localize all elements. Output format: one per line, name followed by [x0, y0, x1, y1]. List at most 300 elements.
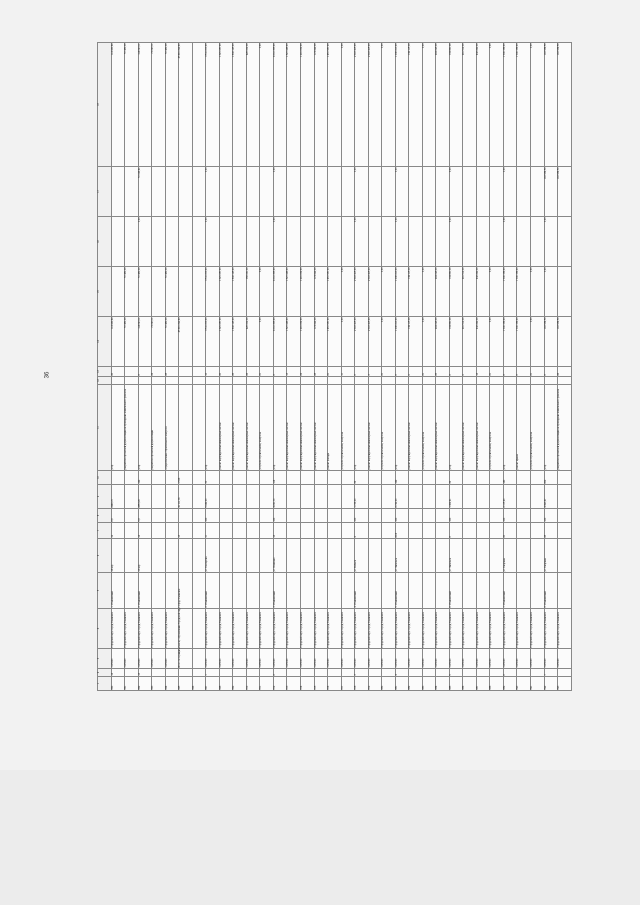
table-cell: устр.	[503, 385, 517, 471]
table-cell: 871	[260, 677, 274, 691]
table-row	[422, 43, 436, 691]
table-cell: 7105000	[558, 649, 572, 669]
table-cell: 7105000	[355, 649, 369, 669]
table-cell	[165, 573, 179, 609]
table-cell: устр.	[273, 385, 287, 471]
table-cell: 892	[544, 677, 558, 691]
table-cell: 0,00	[341, 43, 355, 167]
table-cell	[314, 523, 328, 539]
table-cell	[476, 523, 490, 539]
table-cell	[233, 539, 247, 573]
table-cell	[463, 485, 477, 509]
table-cell: 867	[206, 677, 220, 691]
table-cell	[314, 377, 328, 385]
table-cell	[490, 509, 504, 523]
table-cell	[558, 471, 572, 485]
table-cell: 7105000	[233, 649, 247, 669]
table-cell: 21	[260, 367, 274, 377]
table-cell	[165, 471, 179, 485]
table-cell: 100	[449, 509, 463, 523]
table-cell: ул. Энгельса	[395, 539, 409, 573]
table-cell: 8	[503, 367, 517, 377]
table-cell: 20/4	[395, 523, 409, 539]
table-cell: 0,00	[395, 167, 409, 217]
table-row	[138, 43, 152, 691]
table-cell	[422, 669, 436, 677]
table-cell: 7105000	[463, 649, 477, 669]
table-cell	[165, 523, 179, 539]
table-cell	[517, 669, 531, 677]
table-cell	[165, 509, 179, 523]
table-cell: устр.	[355, 385, 369, 471]
table-cell: 21	[328, 367, 342, 377]
table-cell	[179, 669, 193, 677]
table-cell: 1 036 213,00	[395, 267, 409, 317]
table-cell	[531, 377, 545, 385]
table-cell: Городской округ город Ульяновск	[436, 609, 450, 649]
table-cell: 3 511 273,00	[206, 267, 220, 317]
table-cell	[517, 573, 531, 609]
table-cell	[341, 377, 355, 385]
table-cell: 7105000	[544, 649, 558, 669]
table-cell	[219, 523, 233, 539]
table-cell: 174 992,00	[314, 43, 328, 167]
table-cell	[165, 485, 179, 509]
table-cell: 358 061,00	[246, 267, 260, 317]
table-cell: 20	[503, 523, 517, 539]
table-cell	[531, 509, 545, 523]
table-cell: 140	[503, 471, 517, 485]
table-cell	[422, 217, 436, 267]
table-cell	[436, 217, 450, 267]
table-cell: 7105000	[382, 649, 396, 669]
table-cell	[192, 43, 206, 167]
table-cell	[165, 377, 179, 385]
column-header: 17	[98, 167, 112, 217]
table-cell: 12	[138, 523, 152, 539]
table-cell: 0,00	[490, 43, 504, 167]
table-cell: ремонт крыши	[517, 385, 531, 471]
column-header: 13	[98, 367, 112, 377]
table-cell: 0,00	[260, 317, 274, 367]
table-cell: 7 330 786,00	[517, 317, 531, 367]
table-row	[206, 43, 220, 691]
table-cell	[436, 669, 450, 677]
table-cell	[300, 523, 314, 539]
table-cell	[260, 523, 274, 539]
table-cell: 7105200	[111, 649, 125, 669]
table-cell: Городской округ город Ульяновск	[544, 609, 558, 649]
table-cell	[179, 217, 193, 267]
table-cell: 7105000	[260, 649, 274, 669]
table-cell: 8	[449, 523, 463, 539]
table-cell	[260, 485, 274, 509]
table-cell	[233, 669, 247, 677]
table-cell: 443 229,00	[476, 317, 490, 367]
table-cell: 21	[531, 367, 545, 377]
page-number: 36	[44, 371, 51, 379]
table-cell	[138, 377, 152, 385]
table-cell: 2	[273, 669, 287, 677]
table-cell	[395, 377, 409, 385]
table-cell	[152, 523, 166, 539]
table-cell: 5	[449, 669, 463, 677]
table-cell: 21	[382, 367, 396, 377]
table-cell	[382, 167, 396, 217]
table-cell	[382, 539, 396, 573]
table-cell: 0,00	[382, 43, 396, 167]
table-cell	[111, 471, 125, 485]
table-cell: 734 861,00	[449, 43, 463, 167]
column-header: 10	[98, 471, 112, 485]
table-cell	[246, 573, 260, 609]
table-cell: 443 229,00	[476, 267, 490, 317]
table-cell	[300, 669, 314, 677]
table-cell	[125, 485, 139, 509]
table-cell: 860	[111, 677, 125, 691]
table-cell	[463, 217, 477, 267]
table-cell	[328, 167, 342, 217]
table-cell	[192, 167, 206, 217]
table-cell	[260, 377, 274, 385]
table-cell	[531, 471, 545, 485]
table-cell: Городской округ город Ульяновск	[409, 609, 423, 649]
table-row	[328, 43, 342, 691]
table-cell	[517, 217, 531, 267]
table-cell: 4 221,70	[273, 485, 287, 509]
table-row	[531, 43, 545, 691]
table-cell: 4	[395, 669, 409, 677]
table-cell: ремонт внутридомовых инженерных систем	[368, 385, 382, 471]
table-cell: 100	[503, 509, 517, 523]
table-cell	[125, 669, 139, 677]
table-cell: 1 991 632,00	[300, 43, 314, 167]
table-cell	[179, 267, 193, 317]
table-cell: 19	[111, 523, 125, 539]
table-cell: 0,00	[341, 317, 355, 367]
table-cell: 13 кор.	[138, 539, 152, 573]
table-cell	[219, 539, 233, 573]
table-cell	[328, 471, 342, 485]
table-cell	[341, 217, 355, 267]
table-cell: 2 303 415,00	[355, 267, 369, 317]
table-cell: 26	[558, 367, 572, 377]
table-cell: 0,00	[382, 267, 396, 317]
table-cell: Городской округ город Ульяновск	[273, 609, 287, 649]
table-cell: 863	[152, 677, 166, 691]
table-cell: 443 229,00	[476, 43, 490, 167]
table-cell	[409, 523, 423, 539]
table-cell: Городской округ город Ульяновск	[503, 609, 517, 649]
table-cell	[490, 377, 504, 385]
table-cell: 6. Ульяновский	[449, 573, 463, 609]
table-cell: 0,00	[355, 167, 369, 217]
table-cell: 7105200	[152, 649, 166, 669]
table-cell: 1 036 213,00	[395, 43, 409, 167]
table-cell: ул. Осипенко	[273, 539, 287, 573]
table-cell: 209	[544, 471, 558, 485]
table-cell	[125, 377, 139, 385]
table-cell	[382, 485, 396, 509]
table-cell: 0,00	[490, 267, 504, 317]
column-header: 7	[98, 523, 112, 539]
table-cell: 28	[544, 523, 558, 539]
table-cell	[368, 167, 382, 217]
table-cell: 866	[192, 677, 206, 691]
table-cell: ремонт внутридомовых инженерных систем	[287, 385, 301, 471]
table-cell	[111, 217, 125, 267]
table-cell	[328, 523, 342, 539]
table-cell	[152, 485, 166, 509]
table-cell: 869	[233, 677, 247, 691]
table-cell	[314, 509, 328, 523]
table-cell	[382, 523, 396, 539]
table-cell	[260, 573, 274, 609]
column-header: 16	[98, 217, 112, 267]
table-cell: 22	[300, 367, 314, 377]
table-cell: 10	[206, 367, 220, 377]
table-cell	[260, 539, 274, 573]
table-cell	[368, 509, 382, 523]
table-cell	[260, 167, 274, 217]
table-cell: Городской округ город Ульяновск	[328, 609, 342, 649]
table-cell: 893	[558, 677, 572, 691]
table-cell: Городской округ город Ульяновск	[246, 609, 260, 649]
table-cell: 1 991 632,00	[300, 317, 314, 367]
table-cell	[531, 217, 545, 267]
table-row	[395, 43, 409, 691]
table-cell: 428 009,00	[246, 43, 260, 167]
table-cell	[436, 523, 450, 539]
table-cell: 163 584,50	[544, 167, 558, 217]
table-cell	[328, 539, 342, 573]
table-cell	[273, 377, 287, 385]
table-cell: Городской округ город Ульяновск	[449, 609, 463, 649]
table-cell	[219, 485, 233, 509]
table-cell	[382, 669, 396, 677]
table-cell: 878	[355, 677, 369, 691]
table-cell	[233, 167, 247, 217]
table-cell: 22	[152, 367, 166, 377]
table-cell: 2. Ульяновский	[206, 573, 220, 609]
table-cell	[382, 573, 396, 609]
table-cell	[192, 609, 206, 649]
table-cell	[179, 377, 193, 385]
table-cell	[490, 217, 504, 267]
table-cell	[341, 471, 355, 485]
table-cell	[111, 167, 125, 217]
table-cell: 0,00	[449, 167, 463, 217]
table-cell: устр.	[111, 385, 125, 471]
table-cell	[300, 485, 314, 509]
table-cell: 2 303 415,00	[368, 317, 382, 367]
table-cell	[463, 523, 477, 539]
table-cell	[409, 539, 423, 573]
table-cell: 885	[449, 677, 463, 691]
table-cell	[517, 471, 531, 485]
table-cell: 26	[246, 367, 260, 377]
table-cell	[125, 167, 139, 217]
table-cell	[125, 367, 139, 377]
table-cell	[341, 573, 355, 609]
table-cell	[314, 167, 328, 217]
table-cell: 876	[328, 677, 342, 691]
table-cell: 875	[314, 677, 328, 691]
table-cell: Городской округ город Ульяновск	[463, 609, 477, 649]
table-cell: 57 480,00	[165, 43, 179, 167]
table-cell	[341, 167, 355, 217]
table-cell	[300, 573, 314, 609]
table-cell: 5 949,00	[206, 485, 220, 509]
table-cell: 1 832 125,00	[233, 317, 247, 367]
table-row	[125, 43, 139, 691]
table-cell	[531, 167, 545, 217]
table-row	[273, 43, 287, 691]
table-cell	[463, 509, 477, 523]
table-cell: 163 584,50	[544, 43, 558, 167]
table-cell: 0,00	[382, 317, 396, 367]
table-row	[260, 43, 274, 691]
table-cell	[179, 509, 193, 523]
table-cell: Городской округ город Ульяновск	[287, 609, 301, 649]
table-cell: 1 321 087,00	[219, 317, 233, 367]
table-cell	[192, 267, 206, 317]
table-cell	[409, 509, 423, 523]
table-cell	[463, 669, 477, 677]
table-cell: 21	[422, 367, 436, 377]
table-cell: 7105000	[503, 649, 517, 669]
table-cell: 880	[382, 677, 396, 691]
table-cell	[355, 377, 369, 385]
table-cell	[368, 471, 382, 485]
table-cell: 886	[463, 677, 477, 691]
table-cell: 100	[206, 509, 220, 523]
table-cell: Городской округ город Ульяновск	[382, 609, 396, 649]
table-cell: ремонт внутридомовых инженерных систем	[233, 385, 247, 471]
table-cell: 7105000	[341, 649, 355, 669]
table-cell: 294 098,00	[436, 43, 450, 167]
table-cell: 865	[179, 677, 193, 691]
table-cell: 4 710 355,00	[273, 317, 287, 367]
table-cell: 734 861,00	[449, 267, 463, 317]
table-cell: 1 832 125,00	[233, 267, 247, 317]
table-cell: 20	[111, 367, 125, 377]
table-cell	[246, 167, 260, 217]
table-cell: 0,00	[206, 167, 220, 217]
table-cell: 7105200	[165, 649, 179, 669]
table-cell	[558, 377, 572, 385]
table-cell: 32	[355, 471, 369, 485]
table-cell	[192, 573, 206, 609]
column-header: 1	[98, 677, 112, 691]
table-cell: Городской округ город Ульяновск	[219, 609, 233, 649]
table-cell: 1 321 087,00	[219, 267, 233, 317]
table-cell: 4. Ульяновский	[355, 573, 369, 609]
table-cell: 0,00	[260, 43, 274, 167]
table-row	[490, 43, 504, 691]
table-row	[355, 43, 369, 691]
table-cell	[436, 509, 450, 523]
table-cell	[409, 167, 423, 217]
table-cell: 0,00	[273, 217, 287, 267]
table-cell: 11	[341, 367, 355, 377]
table-cell	[246, 539, 260, 573]
table-cell: 9	[463, 367, 477, 377]
table-cell	[152, 509, 166, 523]
table-cell: 294 098,00	[436, 317, 450, 367]
table-cell: 45 661 292,40	[179, 43, 193, 167]
column-header: 15	[98, 267, 112, 317]
table-cell: 1 527 948,00	[287, 317, 301, 367]
table-cell	[422, 167, 436, 217]
table-cell	[192, 485, 206, 509]
table-cell	[368, 573, 382, 609]
table-cell: услуги по строительному контролю	[260, 385, 274, 471]
table-cell: 734 861,00	[449, 317, 463, 367]
table-cell: 114 960,49	[111, 43, 125, 167]
table-cell: 0,00	[531, 317, 545, 367]
table-cell: 874	[300, 677, 314, 691]
table-cell: Городской округ город Ульяновск	[531, 609, 545, 649]
table-cell: 291 512,00	[463, 317, 477, 367]
table-cell: 7105000	[449, 649, 463, 669]
table-cell: 0,00	[341, 267, 355, 317]
table-cell	[300, 217, 314, 267]
table-cell: 0,00	[422, 317, 436, 367]
table-cell	[328, 669, 342, 677]
table-row	[165, 43, 179, 691]
table-cell: 291 512,00	[463, 267, 477, 317]
table-cell	[341, 509, 355, 523]
table-cell	[490, 539, 504, 573]
table-cell: 0,00	[490, 317, 504, 367]
table-row	[558, 43, 572, 691]
table-cell: ремонт внутридомовых инженерных систем	[246, 385, 260, 471]
table-cell	[490, 573, 504, 609]
table-cell: 70	[206, 471, 220, 485]
table-cell	[558, 523, 572, 539]
table-cell: 8	[449, 367, 463, 377]
table-row	[341, 43, 355, 691]
table-cell: ремонт внутридомовых инженерных систем	[463, 385, 477, 471]
table-cell	[341, 485, 355, 509]
table-cell: 7105000	[206, 649, 220, 669]
table-cell	[476, 539, 490, 573]
table-cell	[463, 539, 477, 573]
table-cell	[152, 573, 166, 609]
table-cell: 1 457 587,00	[328, 317, 342, 367]
table-cell: 884	[436, 677, 450, 691]
table-cell: 25	[233, 367, 247, 377]
table-cell: 1 321 087,00	[219, 43, 233, 167]
table-cell: 41 111,74	[179, 485, 193, 509]
table-cell: услуги по строительному контролю	[490, 385, 504, 471]
table-cell: 21	[490, 367, 504, 377]
table-cell: Городской округ город Ульяновск	[165, 609, 179, 649]
table-cell: 1 736,00	[355, 485, 369, 509]
table-cell	[260, 471, 274, 485]
table-cell	[192, 317, 206, 367]
table-cell	[558, 509, 572, 523]
table-cell: 100	[355, 509, 369, 523]
table-cell	[300, 377, 314, 385]
table-cell	[219, 573, 233, 609]
table-cell: ул. Бебеля	[355, 539, 369, 573]
rotated-table-container	[97, 43, 572, 691]
table-cell: 7105000	[314, 649, 328, 669]
table-cell	[490, 669, 504, 677]
table-cell	[558, 267, 572, 317]
